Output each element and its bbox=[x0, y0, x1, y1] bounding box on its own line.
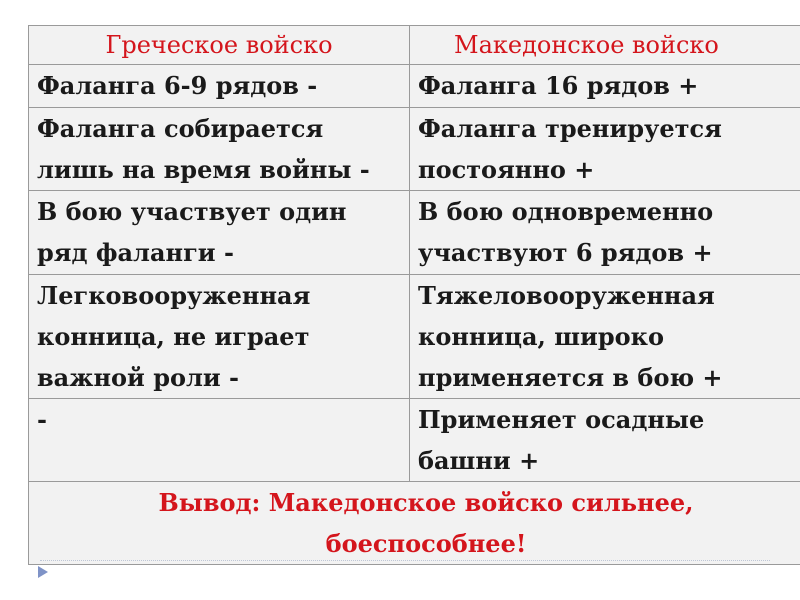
comparison-table bbox=[28, 25, 800, 565]
cell-text: В бою одновременно участвуют 6 рядов + bbox=[418, 197, 714, 267]
slide-divider bbox=[40, 560, 770, 561]
conclusion-row bbox=[29, 482, 800, 565]
table-cell bbox=[29, 65, 410, 108]
table-cell bbox=[410, 65, 800, 108]
cell-text: Фаланга собирается лишь на время войны - bbox=[37, 114, 370, 184]
table-cell bbox=[29, 275, 410, 399]
table-cell bbox=[29, 191, 410, 275]
cell-text: Фаланга тренируется постоянно + bbox=[418, 114, 722, 184]
table-cell bbox=[29, 399, 410, 482]
table-header-row bbox=[29, 26, 800, 65]
header-macedonian-army: Македонское войско bbox=[410, 26, 800, 65]
cell-text: В бою участвует один ряд фаланги - bbox=[37, 197, 347, 267]
table-row bbox=[29, 399, 800, 482]
cell-text: Тяжеловооруженная конница, широко применяется в бою + bbox=[418, 281, 723, 392]
table-row bbox=[29, 65, 800, 108]
triangle-right-icon[interactable] bbox=[38, 566, 48, 578]
table-cell bbox=[410, 399, 800, 482]
cell-text: Легковооруженная конница, не играет важной роли - bbox=[37, 281, 311, 392]
cell-text: Фаланга 6-9 рядов - bbox=[37, 71, 318, 100]
conclusion-cell bbox=[29, 482, 800, 565]
table-cell bbox=[29, 108, 410, 191]
cell-text: Применяет осадные башни + bbox=[418, 405, 705, 475]
table-cell bbox=[410, 108, 800, 191]
table-row bbox=[29, 275, 800, 399]
header-greek-army: Греческое войско bbox=[29, 26, 410, 65]
table-cell bbox=[410, 191, 800, 275]
table-row bbox=[29, 191, 800, 275]
cell-text: Фаланга 16 рядов + bbox=[418, 71, 699, 100]
table-row bbox=[29, 108, 800, 191]
cell-text: - bbox=[37, 405, 47, 434]
table-cell bbox=[410, 275, 800, 399]
conclusion-text: Вывод: Македонское войско сильнее, боеспособнее! bbox=[158, 488, 694, 558]
